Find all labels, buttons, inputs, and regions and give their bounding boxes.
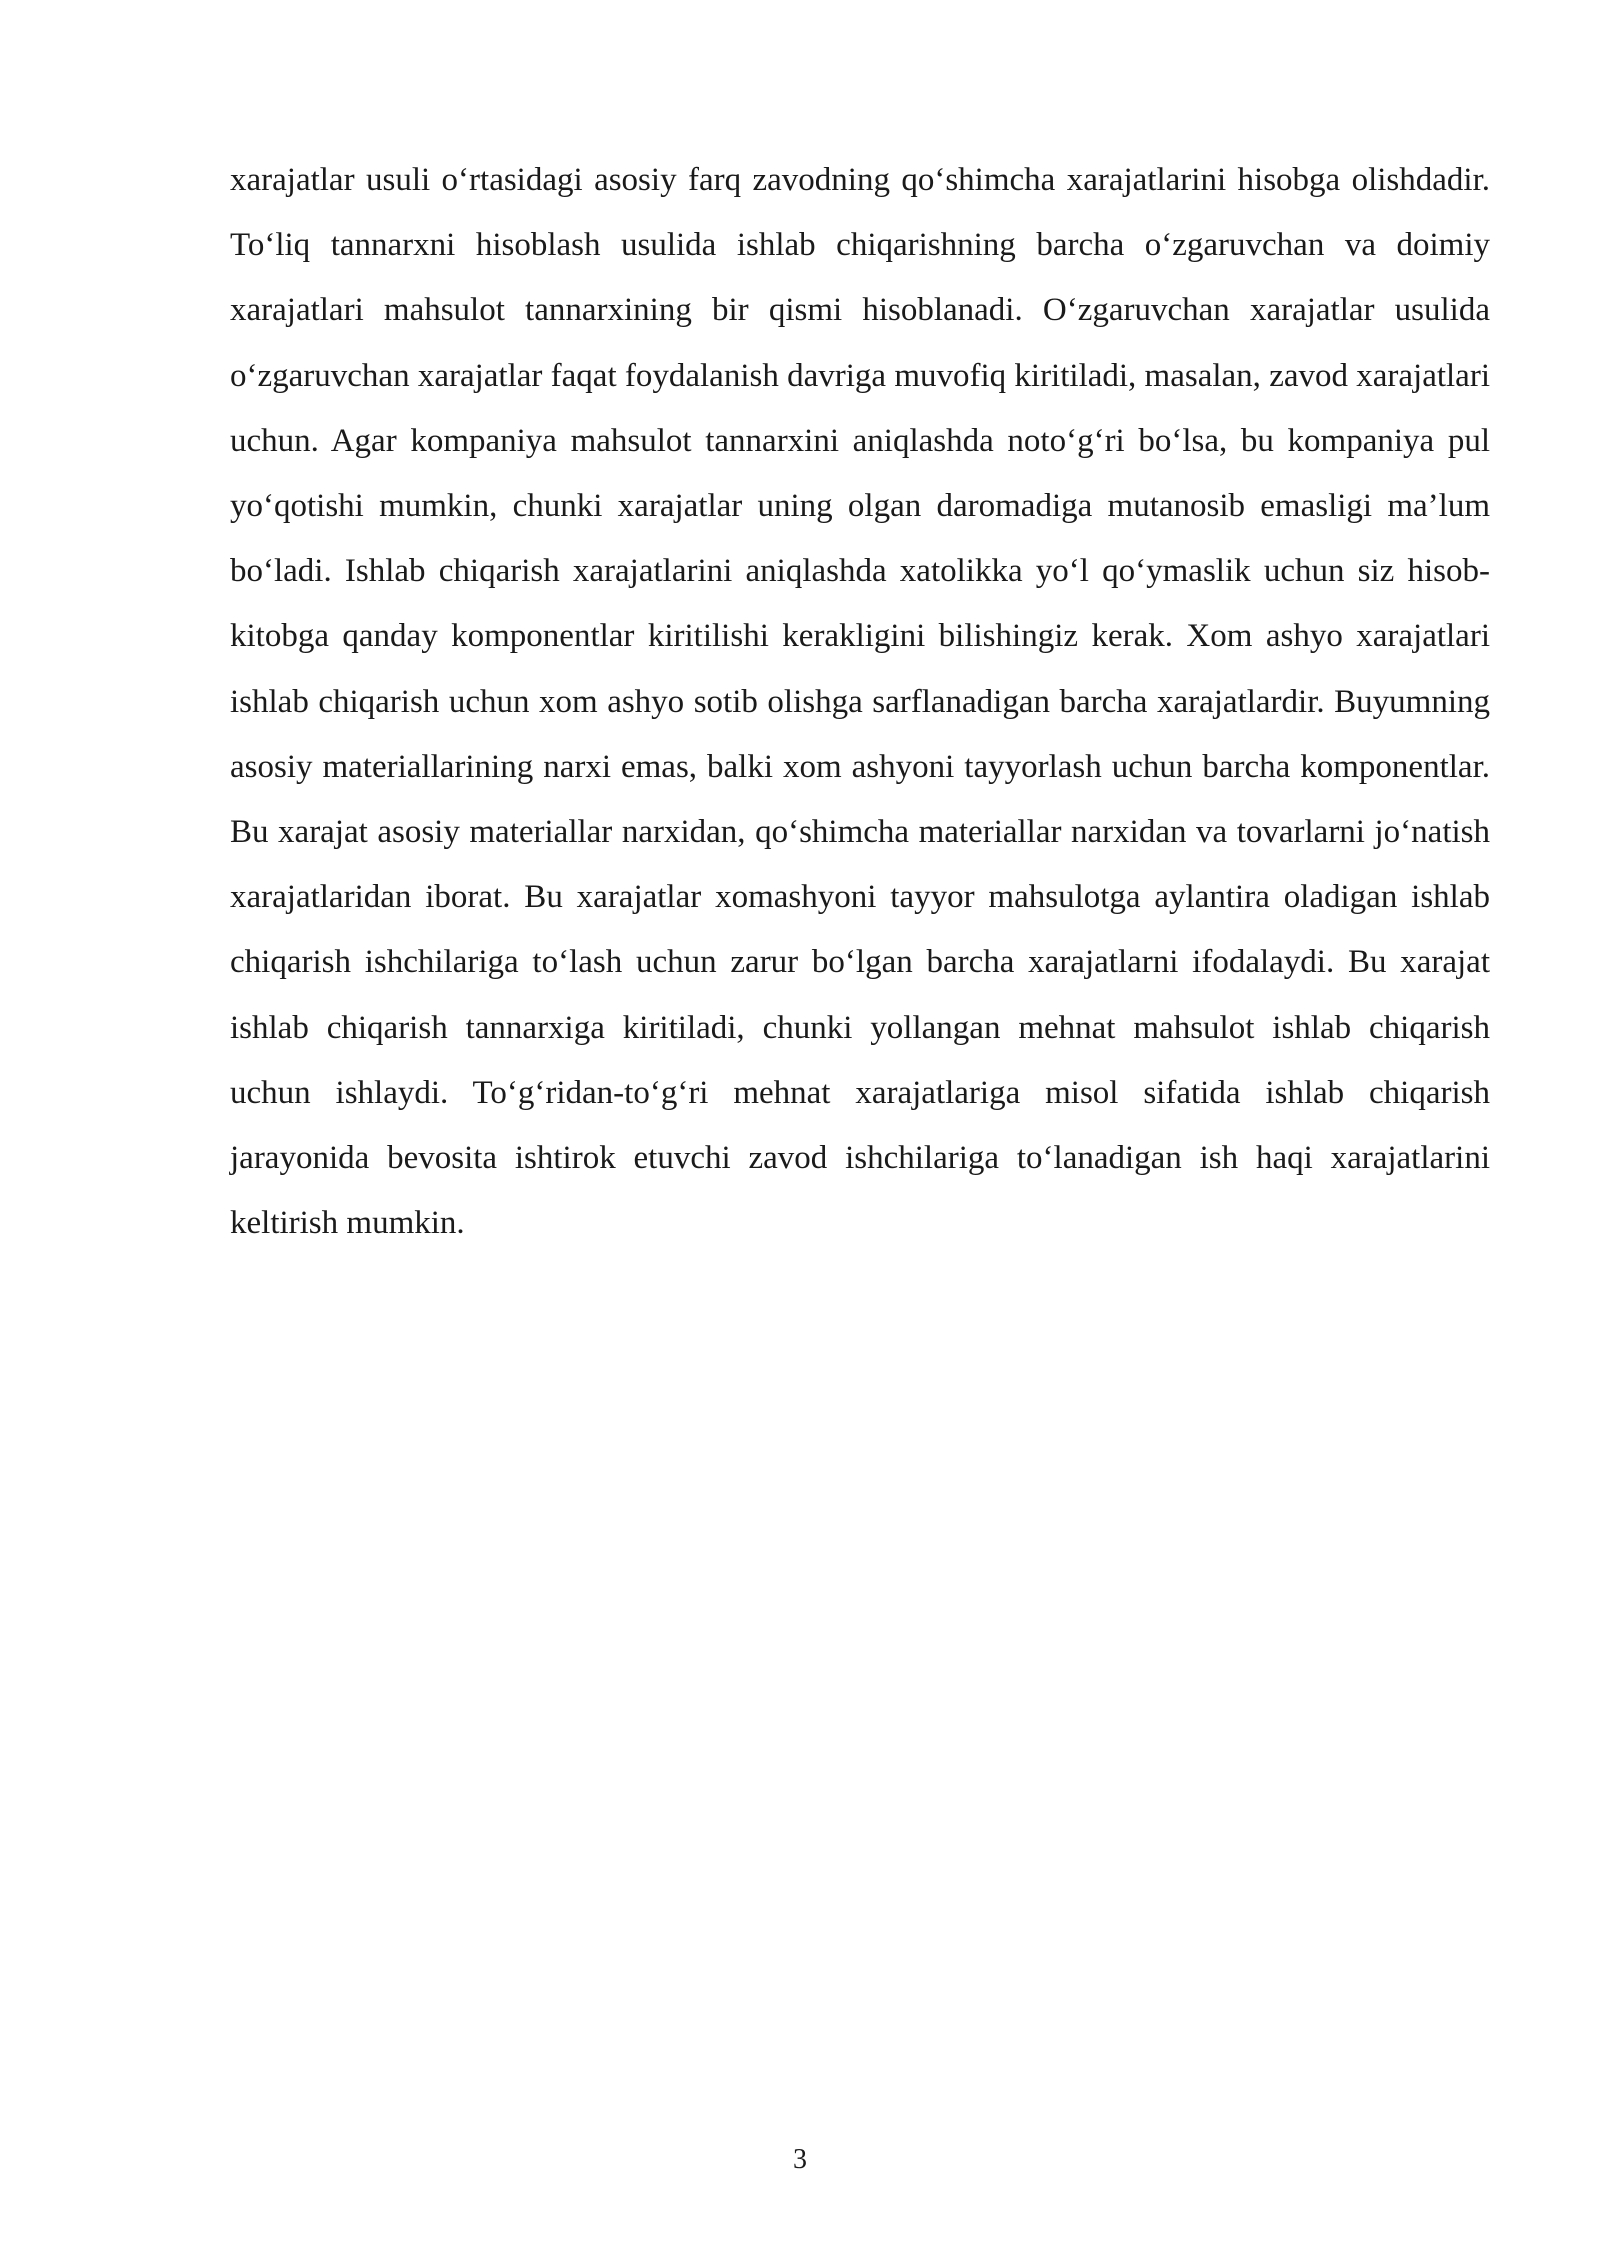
body-paragraph: xarajatlar usuli o‘rtasidagi asosiy farq zavodning qo‘shimcha xarajatlarini hisobga olishdadir. To‘liq tannarxni hisoblash usulida ishlab chiqarishning barcha o‘zgaruvchan va doimiy xarajatlari mahsulot tannarxining bir qismi hisoblanadi. O‘zgaruvchan xarajatlar usulida o‘zgaruvchan xarajatlar faqat foydalanish davriga muvofiq kiritiladi, masalan, zavod xarajatlari uchun. Agar kompaniya mahsulot tannarxini aniqlashda noto‘g‘ri bo‘lsa, bu kompaniya pul yo‘qotishi mumkin, chunki xarajatlar uning olgan daromadiga mutanosib emasligi ma’lum bo‘ladi. Ishlab chiqarish xarajatlarini aniqlashda xatolikka yo‘l qo‘ymaslik uchun siz hisob-kitobga qanday komponentlar kiritilishi kerakligini bilishingiz kerak. Xom ashyo xarajatlari ishlab chiqarish uchun xom ashyo sotib olishga sarflanadigan barcha xarajatlardir. Buyumning asosiy materiallarining narxi emas, balki xom ashyoni tayyorlash uchun barcha komponentlar. Bu xarajat asosiy materiallar narxidan, qo‘shimcha materiallar narxidan va tovarlarni jo‘natish xarajatlaridan iborat. Bu xarajatlar xomashyoni tayyor mahsulotga aylantira oladigan ishlab chiqarish ishchilariga to‘lash uchun zarur bo‘lgan barcha xarajatlarni ifodalaydi. Bu xarajat ishlab chiqarish tannarxiga kiritiladi, chunki yollangan mehnat mahsulot ishlab chiqarish uchun ishlaydi. To‘g‘ridan-to‘g‘ri mehnat xarajatlariga misol sifatida ishlab chiqarish jarayonida bevosita ishtirok etuvchi zavod ishchilariga to‘lanadigan ish haqi xarajatlarini keltirish mumkin. bbox=[230, 162, 1490, 1242]
page-number: 3 bbox=[793, 2144, 807, 2175]
